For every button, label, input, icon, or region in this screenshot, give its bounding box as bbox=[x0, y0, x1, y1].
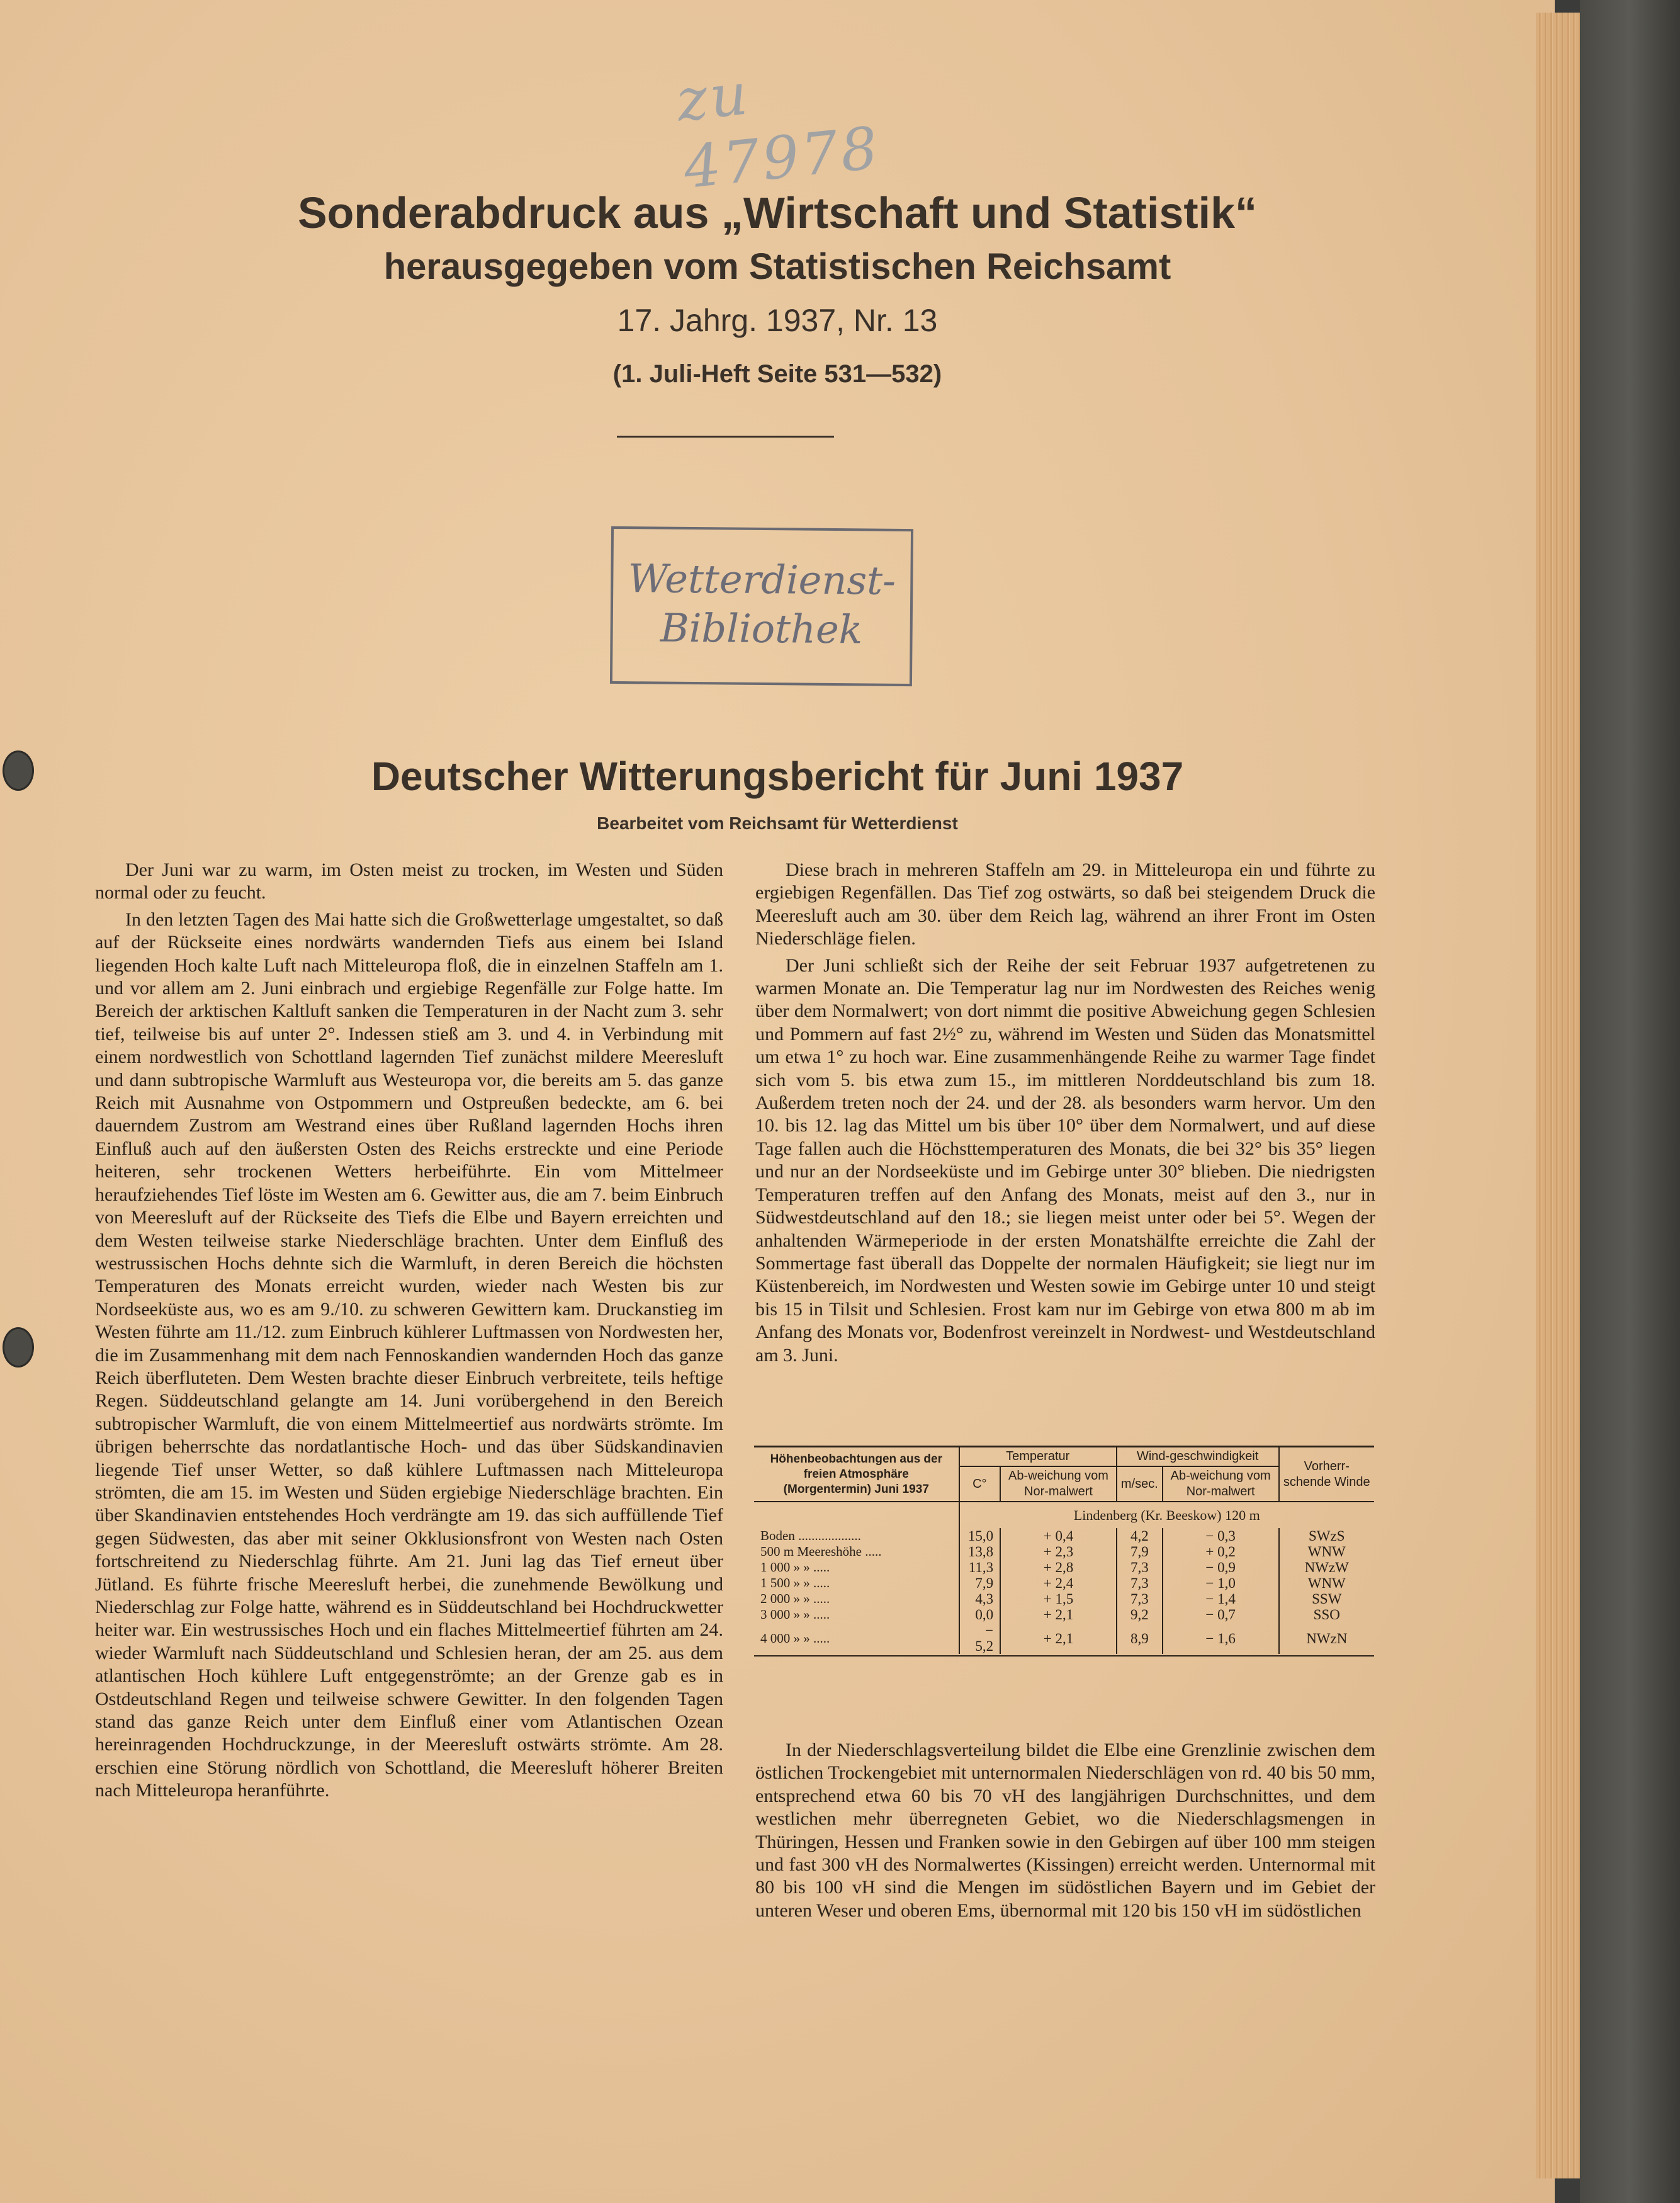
paragraph: Der Juni schließt sich der Reihe der seit Februar 1937 aufgetretenen zu warmen Monate an. Die Temperatur lag nur im Nordwesten des Reiches wenig über dem Normalwert; von dort nimmt die positive Abweichung gegen Schlesien und Pommern auf fast 2½° zu, während im Westen und Süden das Monatsmittel um etwa 1° zu hoch war. Eine zusammenhängende Reihe zu warmer Tage findet sich vom 5. bis etwa zum 15., im mittleren Norddeutschland bis zum 18. Außerdem treten noch der 24. und der 28. als besonders warm hervor. Um den 10. bis 12. lag das Mittel um bis über 10° über dem Normalwert, und auf diese Tage fallen auch die Höchsttemperaturen des Monats, die bei 32° bis 35° liegen und nur an der Nordseeküste und im Gebirge unter 30° blieben. Die niedrigsten Temperaturen treffen auf den Anfang des Monats, meist auf den 3., nur in Südwestdeutschland auf den 18.; sie liegen meist unter oder bei 5°. Wegen der anhaltenden Wärmeperiode in der ersten Monatshälfte erreichte die Zahl der Sommertage fast überall das Doppelte der normalen Häufigkeit; sie liegt nur im Küstenbereich, im Nordwesten und Westen sowie im Gebirge unter 10 und steigt bis 15 in Tilsit und Schlesien. Frost kam nur im Gebirge von etwa 800 m ab im Anfang des Monats vor, Bodenfrost vereinzelt in Nordwest- und Westdeutschland am 3. Juni. bbox=[755, 954, 1375, 1366]
table-header-wind-ms: m/sec. bbox=[1117, 1466, 1163, 1502]
right-column-lower bbox=[755, 1739, 1375, 1926]
paragraph: In der Niederschlagsverteilung bildet die Elbe eine Grenzlinie zwischen dem östlichen Trockengebiet mit unternormalen Niederschlägen von rd. 40 bis 50 mm, entsprechend etwa 60 bis 70 vH des langjährigen Durchschnittes, und dem westlichen mehr überregneten Gebiet, wo die Niederschlagsmengen in Thüringen, Hessen und Franken sowie in den Gebirgen auf über 100 mm steigen und fast 300 vH des Normalwertes (Kissingen) erreicht werden. Unternormal mit 80 bis 100 vH sind die Mengen im südöstlichen Bayern und im Gebiet der unteren Weser und oberen Ems, übernormal mit 120 bis 150 vH im südöstlichen bbox=[755, 1740, 1375, 1921]
offprint-title: Sonderabdruck aus „Wirtschaft und Statistik“ bbox=[297, 188, 1258, 237]
left-column bbox=[95, 859, 723, 1806]
table-header-wind: Wind-geschwindigkeit bbox=[1117, 1447, 1279, 1467]
library-stamp bbox=[610, 526, 913, 686]
volume-line: 17. Jahrg. 1937, Nr. 13 bbox=[617, 303, 938, 338]
binding-cover bbox=[1580, 0, 1680, 2203]
station-label: Lindenberg (Kr. Beeskow) 120 m bbox=[959, 1502, 1374, 1528]
article-byline: Bearbeitet vom Reichsamt für Wetterdienst bbox=[597, 813, 958, 833]
stamp-line: Wetterdienst- bbox=[628, 555, 896, 604]
table-header-temp-c: C° bbox=[959, 1466, 1001, 1502]
table-row: Boden ................... 15,0 + 0,4 4,2 − 0,3 SWzS bbox=[754, 1528, 1374, 1544]
punch-hole bbox=[3, 1327, 34, 1368]
publisher-line: herausgegeben vom Statistischen Reichsamt bbox=[383, 246, 1171, 287]
table-row: 1 500 » » ..... 7,9 + 2,4 7,3 − 1,0 WNW bbox=[754, 1575, 1374, 1591]
table-header-winds: Vorherr-schende Winde bbox=[1279, 1447, 1374, 1502]
table-row: 2 000 » » ..... 4,3 + 1,5 7,3 − 1,4 SSW bbox=[754, 1591, 1374, 1607]
pages-line: (1. Juli-Heft Seite 531—532) bbox=[612, 360, 942, 388]
table-row: 3 000 » » ..... 0,0 + 2,1 9,2 − 0,7 SSO bbox=[754, 1607, 1374, 1623]
table-header-left: Höhenbeobachtungen aus der freien Atmosphäre (Morgentermin) Juni 1937 bbox=[754, 1447, 959, 1502]
right-column bbox=[755, 859, 1375, 1371]
table-header-temp-dev: Ab-weichung vom Nor-malwert bbox=[1000, 1466, 1117, 1502]
handwritten-note: zu 47978 bbox=[673, 60, 884, 202]
divider-rule bbox=[617, 436, 834, 438]
upper-air-table bbox=[754, 1446, 1374, 1656]
paragraph: In den letzten Tagen des Mai hatte sich die Großwetterlage umgestaltet, so daß auf der Rückseite eines nordwärts wandernden Tiefs aus einem bei Island liegenden Hoch kalte Luft nach Mitteleuropa floß, die in einzelnen Staffeln am 1. und vor allem am 2. Juni einbrach und ergiebige Regenfälle zur Folge hatte. Im Bereich der arktischen Kaltluft sanken die Temperaturen in der Nacht zum 3. sehr tief, teilweise bis auf unter 2°. Indessen stieß am 3. und 4. in Verbindung mit einem nordwestlich von Schottland lagernden Tief zunächst mildere Meeresluft und dann subtropische Warmluft aus Westeuropa vor, die bereits am 5. das ganze Reich mit Ausnahme von Ostpommern und Ostpreußen bedeckte, am 6. bei dauerndem Zustrom am Westrand eines über Rußland lagernden Hochs ihren Einfluß auch auf den äußersten Osten des Reichs erstreckte und eine Periode heiteren, sehr trockenen Wetters herbeiführte. Ein vom Mittelmeer heraufziehendes Tief löste im Westen am 6. Gewitter aus, die am 7. beim Einbruch von Meeresluft auf der Rückseite des Tiefs die Elbe und Bayern erreichten und dem Westen teilweise starke Niederschläge brachten. Unter dem Einfluß des westrussischen Hochs dehnte sich die Warmluft, in deren Bereich die höchsten Temperaturen des Monats erreicht wurden, wieder nach Westen bis zur Nordseeküste aus, wo es am 9./10. zu schweren Gewittern kam. Druckanstieg im Westen führte am 11./12. zum Einbruch kühlerer Luftmassen von Nordwesten her, die im Zusammenhang mit dem nach Fennoskandien wandernden Hoch das ganze Reich überfluteten. Dem Westen brachte dieser Einbruch verbreitete, teils heftige Regen. Süddeutschland gelangte am 14. Juni vorübergehend in den Bereich subtropischer Warmluft, die von einem Mittelmeertief aus nordwärts strömte. Im übrigen beherrschte das nordatlantische Hoch- und das über Südskandinavien liegende Tief unser Wetter, so daß kühlere Luftmassen nach Mitteleuropa strömten, die am 15. im Westen und Süden ergiebige Niederschläge brachten. Ein über Skandinavien entstehendes Hoch verdrängte am 19. das sich auffüllende Tief gegen Südwesten, das aber mit seiner Okklusionsfront von Westen nach Osten fortschreitend zu Niederschlag führte. Am 21. Juni lag das Tief erneut über Jütland. Es führte frische Meeresluft herbei, die zunehmende Bewölkung und Niederschlag zur Folge hatte, während es in Süddeutschland bei Hochdruckwetter heiter war. Ein westrussisches Hoch und ein flaches Mittelmeertief führten am 24. wieder Warmluft nach Süddeutschland und Schlesien heran, der am 25. aus dem atlantischen Hoch kühlere Luft entgegenströmte; an der Grenze gab es in Ostdeutschland Regen und teilweise schwere Gewitter. In den folgenden Tagen stand das ganze Reich unter dem Einfluß einer vom Atlantischen Ozean hereinragenden Hochdruckzunge, in der Meeresluft ostwärts strömte. Am 28. erschien eine Störung nördlich von Schottland, die Meeresluft höherer Breiten nach Mitteleuropa heranführte. bbox=[95, 909, 723, 1801]
paragraph: Diese brach in mehreren Staffeln am 29. in Mitteleuropa ein und führte zu ergiebigen Regenfällen. Das Tief zog ostwärts, so daß bei steigendem Druck die Meeresluft auch am 30. über dem Reich lag, während an ihrer Front im Osten Niederschläge fielen. bbox=[755, 859, 1375, 949]
table-header-temperature: Temperatur bbox=[959, 1447, 1117, 1467]
article-title: Deutscher Witterungsbericht für Juni 1937 bbox=[371, 754, 1184, 799]
stamp-line: Bibliothek bbox=[660, 604, 863, 653]
table-row: 500 m Meereshöhe ..... 13,8 + 2,3 7,9 + 0,2 WNW bbox=[754, 1544, 1374, 1560]
table-row: 4 000 » » ..... − 5,2 + 2,1 8,9 − 1,6 NWzN bbox=[754, 1623, 1374, 1654]
table-row: 1 000 » » ..... 11,3 + 2,8 7,3 − 0,9 NWzW bbox=[754, 1560, 1374, 1575]
table-header-wind-dev: Ab-weichung vom Nor-malwert bbox=[1163, 1466, 1279, 1502]
paragraph: Der Juni war zu warm, im Osten meist zu trocken, im Westen und Süden normal oder zu feucht. bbox=[95, 859, 723, 903]
